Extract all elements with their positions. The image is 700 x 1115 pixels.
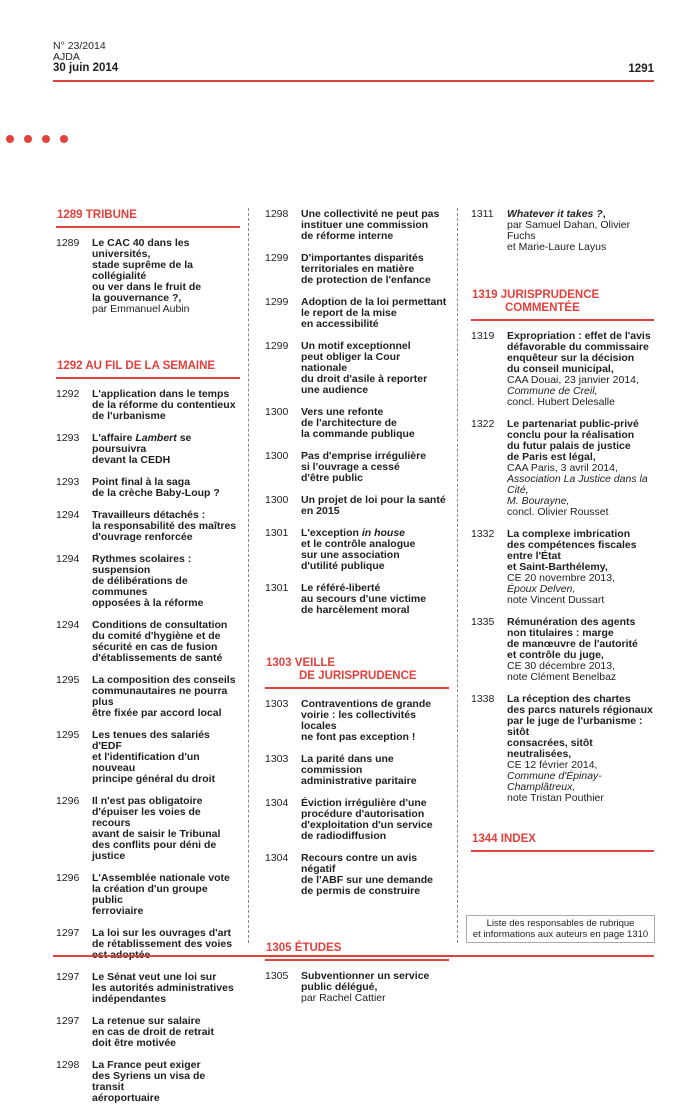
header-rule [53, 80, 654, 82]
entry-title: La France peut exiger des Syriens un visa de transit aéroportuaire [92, 1059, 206, 1104]
section-rule [56, 226, 240, 228]
toc-entry[interactable] [471, 209, 654, 253]
entry-page: 1295 [56, 729, 80, 741]
entry-page: 1319 [471, 330, 495, 342]
column-1 [56, 209, 240, 1115]
toc-entry[interactable] [56, 972, 240, 1005]
section-rule [471, 319, 654, 321]
entry-title [301, 528, 449, 572]
entry-title: Rythmes scolaires : suspension de délibérations de communes opposées à la réforme [92, 553, 204, 609]
column-separator-2 [457, 208, 458, 943]
entry-title: La loi sur les ouvrages d'art de rétablissement des voies [92, 927, 233, 950]
entry-sub1: CAA Paris, 3 avril 2014, [507, 462, 618, 474]
entry-title: Adoption de la loi permettant le report de la mise en accessibilité [301, 296, 447, 330]
entry-sub1: CAA Douai, 23 janvier 2014, [507, 374, 639, 386]
entry-title: Un motif exceptionnel peut obliger la Cour nationale du droit d'asile à reporter une audience [301, 340, 428, 396]
juris-title-line1: 1319 JURISPRUDENCE [472, 289, 600, 301]
toc-entry[interactable] [265, 754, 449, 787]
toc-entry[interactable] [471, 617, 654, 683]
entry-page: 1335 [471, 616, 495, 628]
entry-author: par Rachel Cattier [301, 992, 386, 1004]
entry-title-pre: L'affaire [92, 432, 136, 444]
page-number: 1291 [628, 63, 654, 75]
entry-page: 1311 [471, 208, 494, 220]
section-rule [265, 687, 449, 689]
entry-page: 1301 [265, 582, 289, 594]
entry-title: Éviction irrégulière d'une procédure d'autorisation d'exploitation d'un service de radiodiffusion [301, 797, 433, 842]
entry-page: 1296 [56, 872, 80, 884]
entry-page: 1299 [265, 340, 289, 352]
toc-entry[interactable] [265, 699, 449, 743]
entry-page: 1296 [56, 795, 80, 807]
journal-name: AJDA [53, 51, 80, 63]
entry-page: 1301 [265, 527, 289, 539]
entry-page: 1297 [56, 971, 80, 983]
toc-entry[interactable] [56, 873, 240, 917]
toc-entry[interactable] [56, 433, 240, 466]
entry-title: Travailleurs détachés : la responsabilité des maîtres d'ouvrage renforcée [92, 509, 237, 543]
semaine-entries [56, 389, 240, 1104]
entry-page: 1338 [471, 693, 495, 705]
entry-title: Rémunération des agents non titulaires : marge de manœuvre de l'autorité et contrôle du juge, [507, 616, 638, 661]
toc-entry[interactable] [265, 297, 449, 330]
entry-page: 1303 [265, 753, 289, 765]
toc-entry[interactable] [56, 238, 240, 315]
section-rule [56, 377, 240, 379]
entry-page: 1300 [265, 494, 289, 506]
entry-sub1: CE 12 février 2014, [507, 759, 598, 771]
toc-entry[interactable] [56, 554, 240, 609]
entry-sub1: CE 20 novembre 2013, [507, 572, 615, 584]
entry-title-pre: L'exception [301, 527, 362, 539]
toc-entry[interactable] [56, 510, 240, 543]
toc-entry[interactable] [471, 529, 654, 606]
toc-entry[interactable] [265, 451, 449, 484]
toc-entry[interactable] [471, 331, 654, 408]
column-3 [471, 209, 654, 862]
toc-entry[interactable] [56, 796, 240, 862]
entry-title-post: et le contrôle analogue sur une association d'utilité publique [301, 538, 416, 572]
entry-title: Expropriation : effet de l'avis défavorable du commissaire enquêteur sur la décision du conseil municipal, [507, 330, 651, 375]
toc-entry[interactable] [56, 477, 240, 499]
entry-page: 1293 [56, 476, 80, 488]
entry-title: Subventionner un service public délégué, [301, 970, 430, 993]
section-title-jurisprudence [471, 289, 654, 319]
entry-page: 1297 [56, 927, 80, 939]
entry-page: 1294 [56, 553, 80, 565]
entry-title: Conditions de consultation du comité d'hygiène et de sécurité en cas de fusion d'établissements de santé [92, 619, 228, 664]
entry-title: Vers une refonte de l'architecture de la commande publique [301, 406, 415, 440]
toc-entry[interactable] [265, 341, 449, 396]
entry-title: Contraventions de grande voirie : les collectivités locales ne font pas exception ! [301, 698, 432, 743]
entry-title: Le CAC 40 dans les universités, stade suprême de la collégialité ou ver dans le fruit de la gouvernance ?, [92, 237, 202, 304]
entry-title-italic: Lambert [135, 432, 177, 444]
entry-title: Recours contre un avis négatif de l'ABF sur une demande de permis de construire [301, 852, 434, 897]
dot-4 [60, 135, 68, 143]
entry-page: 1292 [56, 388, 80, 400]
entry-author: par Samuel Dahan, Olivier Fuchs et Marie-Laure Layus [507, 219, 631, 253]
entry-page: 1289 [56, 237, 80, 249]
entry-page: 1295 [56, 674, 80, 686]
toc-entry[interactable] [265, 853, 449, 897]
entry-page: 1298 [56, 1059, 80, 1071]
entry-title [92, 433, 240, 466]
entry-page: 1300 [265, 450, 289, 462]
col2-entries [265, 209, 449, 616]
juris-entries [471, 331, 654, 804]
entry-page: 1304 [265, 797, 289, 809]
entry-page: 1299 [265, 252, 289, 264]
section-title-semaine: 1292 AU FIL DE LA SEMAINE [57, 360, 216, 372]
section-rule [265, 959, 449, 961]
entry-sub2: note Clément Benelbaz [507, 671, 617, 683]
entry-title: Un projet de loi pour la santé en 2015 [301, 494, 446, 517]
entry-title: L'application dans le temps de la réforme du contentieux de l'urbanisme [92, 388, 236, 422]
entry-title: Le référé-liberté au secours d'une victime de harcèlement moral [301, 582, 427, 616]
toc-entry[interactable] [265, 407, 449, 440]
veille-title-line2: DE JURISPRUDENCE [299, 670, 417, 682]
entry-title-post: se poursuivra devant la CEDH [92, 432, 192, 466]
entry-title: La complexe imbrication des compétences fiscales entre l'État et Saint-Barthélemy, [507, 528, 637, 573]
entry-page: 1294 [56, 619, 80, 631]
entry-title: La retenue sur salaire en cas de droit de retrait doit être motivée [92, 1015, 214, 1049]
veille-entries [265, 699, 449, 897]
column-2 [265, 209, 449, 1015]
entry-title: Une collectivité ne peut pas instituer une commission de réforme interne [301, 208, 440, 242]
entry-page: 1303 [265, 698, 289, 710]
entry-sub1: CE 30 décembre 2013, [507, 660, 615, 672]
info-box [466, 915, 655, 943]
section-title-etudes: 1305 ÉTUDES [266, 942, 342, 954]
toc-entry[interactable] [56, 1016, 240, 1049]
entry-title: La composition des conseils communautaires ne pourra plus être fixée par accord local [92, 674, 236, 719]
entry-title: La parité dans une commission administrative paritaire [301, 753, 417, 787]
info-box-text: Liste des responsables de rubrique et informations aux auteurs en page 1310 [472, 918, 649, 940]
entry-title: Point final à la saga de la crèche Baby-Loup ? [92, 476, 220, 499]
entry-title: Il n'est pas obligatoire d'épuiser les voies de recours avant de saisir le Tribunal des conflits pour déni de justice [92, 795, 221, 862]
issue-number: N° 23/2014 [53, 40, 106, 52]
dot-2 [24, 135, 32, 143]
section-title-veille [265, 657, 449, 687]
column-separator-1 [248, 208, 249, 943]
entry-title: L'Assemblée nationale vote la création d'un groupe public ferroviaire [92, 872, 230, 917]
toc-entry[interactable] [265, 495, 449, 517]
entry-sub2: note Tristan Pouthier [507, 792, 604, 804]
entry-page: 1322 [471, 418, 495, 430]
toc-entry[interactable] [265, 583, 449, 616]
decorative-dots [6, 135, 68, 143]
entry-page: 1300 [265, 406, 289, 418]
juris-title-line2: COMMENTÉE [505, 302, 580, 314]
toc-entry[interactable] [471, 419, 654, 518]
dot-3 [42, 135, 50, 143]
entry-sub2: concl. Hubert Delesalle [507, 396, 615, 408]
entry-title: D'importantes disparités territoriales en matière de protection de l'enfance [301, 252, 431, 286]
entry-sub2: concl. Olivier Rousset [507, 506, 609, 518]
toc-entry[interactable] [265, 798, 449, 842]
section-title-tribune: 1289 TRIBUNE [57, 209, 137, 221]
entry-page: 1298 [265, 208, 289, 220]
entry-sub-italic: Époux Delven, [507, 583, 576, 595]
entry-title: Pas d'emprise irrégulière si l'ouvrage a cessé d'être public [301, 450, 427, 484]
entry-title-italic: in house [361, 527, 406, 539]
toc-entry[interactable] [265, 253, 449, 286]
toc-entry[interactable] [265, 209, 449, 242]
entry-page: 1297 [56, 1015, 80, 1027]
toc-entry[interactable] [56, 675, 240, 719]
toc-entry[interactable] [56, 389, 240, 422]
toc-entry[interactable] [265, 528, 449, 572]
entry-title: La réception des chartes des parcs naturels régionaux par le juge de l'urbanisme : sitôt consacrées, sitôt neutralisées, [507, 693, 653, 760]
issue-date: 30 juin 2014 [53, 62, 119, 74]
entry-page: 1299 [265, 296, 289, 308]
section-rule [471, 850, 654, 852]
toc-entry[interactable] [56, 1060, 240, 1104]
header-block [53, 41, 118, 74]
section-title-index: 1344 INDEX [472, 833, 536, 845]
entry-page: 1304 [265, 852, 289, 864]
entry-title-post: , [602, 208, 606, 220]
entry-page: 1332 [471, 528, 495, 540]
entry-author: par Emmanuel Aubin [92, 303, 190, 315]
entry-sub-italic: Commune d'Épinay-Champlâtreux, [507, 770, 602, 793]
entry-sub-italic: Association La Justice dans la Cité, M. Bourayne, [507, 473, 648, 507]
entry-page: 1293 [56, 432, 80, 444]
entry-title-italic: Whatever it takes ? [507, 208, 603, 220]
entry-title: Le partenariat public-privé conclu pour la réalisation du futur palais de justice de Paris est légal, [507, 418, 639, 463]
toc-entry[interactable] [265, 971, 449, 1004]
entry-page: 1294 [56, 509, 80, 521]
veille-title-line1: 1303 VEILLE [266, 657, 336, 669]
footer-rule [53, 955, 654, 957]
toc-entry[interactable] [56, 730, 240, 785]
dot-1 [6, 135, 14, 143]
entry-sub-italic: Commune de Creil, [507, 385, 598, 397]
entry-title: Les tenues des salariés d'EDF et l'identification d'un nouveau principe général du droit [92, 729, 216, 785]
entry-sub2: note Vincent Dussart [507, 594, 605, 606]
entry-page: 1305 [265, 970, 289, 982]
entry-title: Le Sénat veut une loi sur les autorités administratives indépendantes [92, 971, 234, 1005]
toc-entry[interactable] [471, 694, 654, 804]
toc-entry[interactable] [56, 620, 240, 664]
